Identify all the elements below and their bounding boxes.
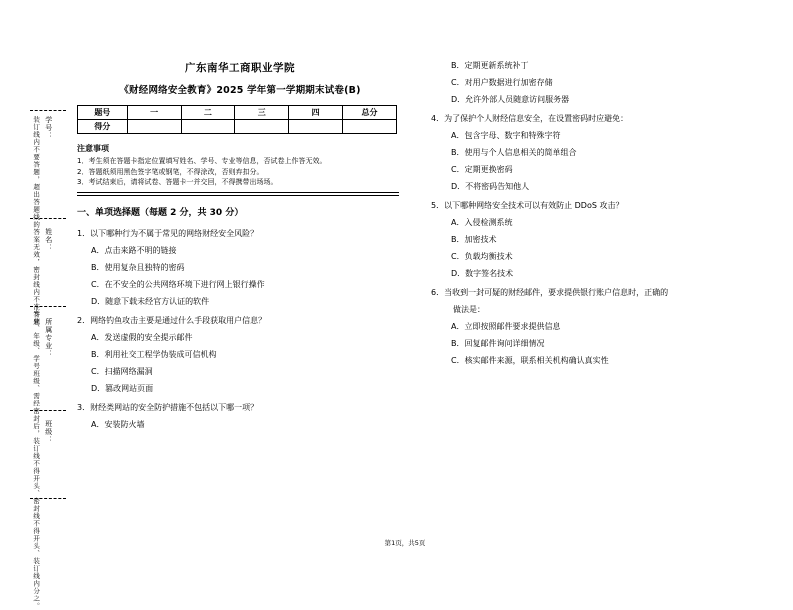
- question-6-stem-line2: 做法是：: [453, 305, 485, 314]
- question-1-text: 以下哪种行为不属于常见的网络财经安全风险？: [90, 228, 259, 238]
- question-6-number: 6．: [431, 288, 445, 297]
- seal-label-name: 姓名：: [44, 228, 53, 252]
- notice-list: [77, 156, 405, 188]
- seal-label-warning-2: 专业、年级、学号班级、需经密封后，装订线不得开头、密封线不得开头、装订线内分之。: [32, 310, 41, 610]
- exam-title: 《财经网络安全教育》2025 学年第一学期期末试卷(B): [119, 85, 361, 96]
- question-3-stem: [77, 402, 405, 414]
- paper-content: [75, 60, 735, 547]
- score-cell-3[interactable]: [235, 120, 289, 134]
- seal-label-student-id: 学号：: [44, 116, 53, 140]
- question-2-option-d[interactable]: D．篡改网站页面: [91, 383, 154, 393]
- divider: [77, 192, 399, 196]
- question-6: [431, 287, 725, 367]
- question-3-option-d[interactable]: D．允许外部人员随意访问服务器: [451, 95, 570, 104]
- score-table-row1-label: 题号: [78, 106, 128, 120]
- question-3-number: 3．: [77, 402, 91, 412]
- section-heading: 一、单项选择题（每题 2 分，共 30 分）: [77, 207, 244, 218]
- question-3-text: 财经类网站的安全防护措施不包括以下哪一项？: [90, 402, 259, 412]
- question-5-stem: [431, 200, 725, 212]
- question-3-option-b[interactable]: B．定期更新系统补丁: [451, 61, 529, 70]
- question-4-option-d[interactable]: D．不将密码告知他人: [451, 182, 530, 191]
- question-2-option-b[interactable]: B．利用社交工程学伪装成可信机构: [91, 349, 217, 359]
- score-table-row2-label: 得分: [78, 120, 128, 134]
- question-3-option-a[interactable]: A．安装防火墙: [91, 419, 145, 429]
- notice-item: 3．考试结束后，请将试卷、答题卡一并交回，不得携带出场场。: [77, 178, 278, 186]
- score-table-col-3: 三: [235, 106, 289, 120]
- question-6-option-a[interactable]: A．立即按照邮件要求提供信息: [451, 322, 561, 331]
- score-table-col-4: 四: [289, 106, 343, 120]
- right-column: [425, 60, 725, 374]
- notice-item: 2．答题纸须用黑色签字笔或钢笔，不得涂改，否则弃扣分。: [77, 167, 264, 176]
- seal-dash-line-1: [30, 110, 66, 111]
- question-1-option-b[interactable]: B．使用复杂且独特的密码: [91, 262, 185, 272]
- question-4-option-b[interactable]: B．使用与个人信息相关的简单组合: [451, 148, 577, 157]
- seal-label-major: 所属专业：: [44, 318, 53, 358]
- table-row: [78, 120, 397, 134]
- left-column: [75, 60, 405, 438]
- seal-strip: [30, 110, 66, 610]
- school-name: 广东南华工商职业学院: [185, 62, 295, 74]
- score-cell-2[interactable]: [181, 120, 235, 134]
- seal-label-class: 班级：: [44, 420, 53, 444]
- question-5-number: 5．: [431, 201, 445, 210]
- question-4-stem: [431, 113, 725, 125]
- score-table: [77, 105, 397, 134]
- question-4-number: 4．: [431, 114, 445, 123]
- score-table-col-5: 总分: [343, 106, 397, 120]
- question-6-text: 当收到一封可疑的财经邮件，要求提供银行账户信息时，正确的: [444, 288, 669, 297]
- question-2-stem: [77, 315, 405, 327]
- question-1: [77, 228, 405, 308]
- question-3: [77, 402, 405, 431]
- question-6-stem: [431, 287, 725, 299]
- question-4: [431, 113, 725, 193]
- question-5-option-d[interactable]: D．数字签名技术: [451, 269, 514, 278]
- score-cell-4[interactable]: [289, 120, 343, 134]
- question-5-option-b[interactable]: B．加密技术: [451, 235, 497, 244]
- question-1-option-a[interactable]: A．点击来路不明的链接: [91, 245, 177, 255]
- question-2-text: 网络钓鱼攻击主要是通过什么手段获取用户信息？: [90, 315, 267, 325]
- question-6-option-b[interactable]: B．回复邮件询问详细情况: [451, 339, 545, 348]
- question-5-text: 以下哪种网络安全技术可以有效防止 DDoS 攻击？: [444, 201, 624, 210]
- notice-item: 1．考生须在答题卡指定位置填写姓名、学号、专业等信息，否试卷上作答无效。: [77, 157, 327, 165]
- question-2: [77, 315, 405, 395]
- seal-label-warning-1: 装订线内不要答题，超出答题线的答案无效，密封线内不准答题: [32, 116, 41, 326]
- score-table-col-2: 二: [181, 106, 235, 120]
- question-5: [431, 200, 725, 280]
- question-4-option-a[interactable]: A．包含字母、数字和特殊字符: [451, 131, 561, 140]
- question-2-number: 2．: [77, 315, 91, 325]
- question-1-number: 1．: [77, 228, 91, 238]
- question-3-continued: [431, 60, 725, 106]
- question-3-option-c[interactable]: C．对用户数据进行加密存储: [451, 78, 553, 87]
- question-2-option-a[interactable]: A．发送虚假的安全提示邮件: [91, 332, 193, 342]
- score-cell-1[interactable]: [127, 120, 181, 134]
- question-6-option-c[interactable]: C．核实邮件来源，联系相关机构确认真实性: [451, 356, 609, 365]
- score-cell-total[interactable]: [343, 120, 397, 134]
- question-1-option-c[interactable]: C．在不安全的公共网络环境下进行网上银行操作: [91, 279, 265, 289]
- question-1-stem: [77, 228, 405, 240]
- question-4-option-c[interactable]: C．定期更换密码: [451, 165, 513, 174]
- score-table-col-1: 一: [127, 106, 181, 120]
- notice-title: 注意事项: [77, 144, 109, 153]
- question-2-option-c[interactable]: C．扫描网络漏洞: [91, 366, 153, 376]
- question-1-option-d[interactable]: D．随意下载未经官方认证的软件: [91, 296, 210, 306]
- table-row: [78, 106, 397, 120]
- question-5-option-c[interactable]: C．负载均衡技术: [451, 252, 513, 261]
- question-4-text: 为了保护个人财经信息安全，在设置密码时应避免：: [444, 114, 629, 123]
- question-5-option-a[interactable]: A．入侵检测系统: [451, 218, 513, 227]
- page-footer: 第1页，共5页: [384, 539, 426, 547]
